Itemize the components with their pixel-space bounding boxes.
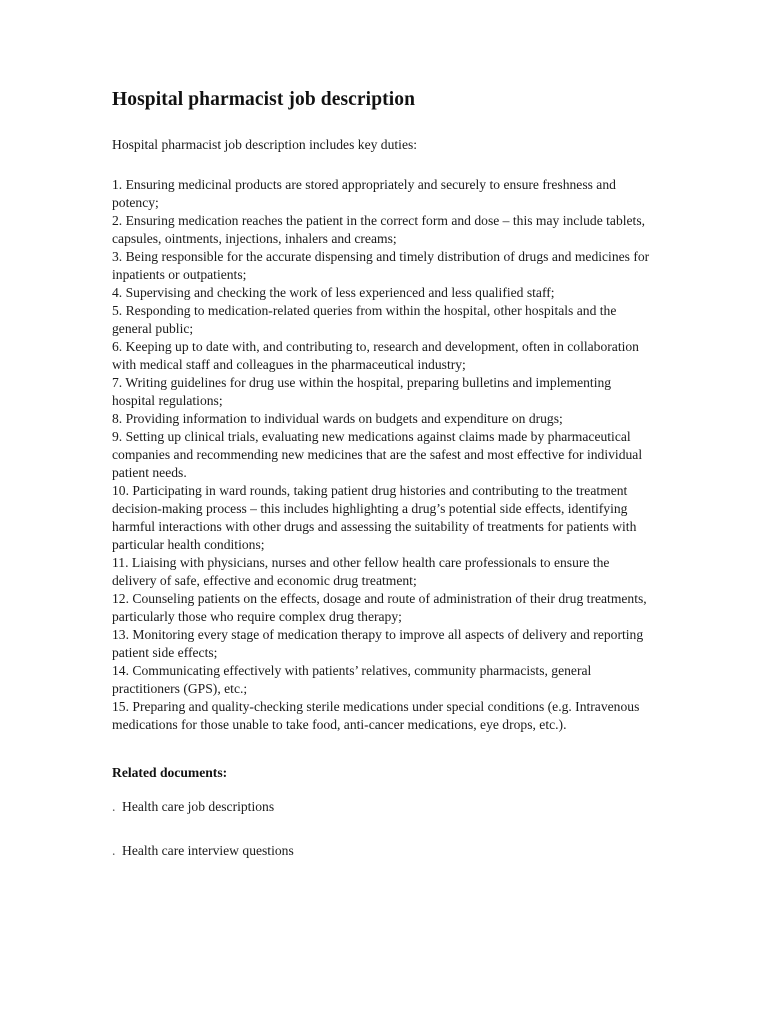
list-item: 15. Preparing and quality-checking sterile medications under special conditions (e.g. Intravenous medications for those unable to take food, anti-cancer medications, eye drops, etc.). [112, 699, 640, 732]
page-title: Hospital pharmacist job description [112, 89, 416, 110]
duties-list [112, 176, 656, 734]
bullet-marker: . [112, 799, 116, 814]
related-documents-list [112, 798, 656, 860]
list-item: 10. Participating in ward rounds, taking patient drug histories and contributing to the treatment decision-making process – this includes highlighting a drug’s potential side effects, identifying harmful interactions with other drugs and assessing the suitability of treatments for patients with particular health conditions; [112, 483, 637, 552]
list-item: 1. Ensuring medicinal products are stored appropriately and securely to ensure freshness and potency; [112, 177, 616, 210]
related-document-link[interactable]: Health care interview questions [122, 843, 294, 858]
list-item: 7. Writing guidelines for drug use within the hospital, preparing bulletins and implementing hospital regulations; [112, 375, 612, 408]
list-item: 14. Communicating effectively with patients’ relatives, community pharmacists, general practitioners (GPS), etc.; [112, 663, 592, 696]
list-item: 9. Setting up clinical trials, evaluating new medications against claims made by pharmaceutical companies and recommending new medicines that are the safest and most effective for individual patient needs. [112, 429, 643, 480]
list-item: 5. Responding to medication-related queries from within the hospital, other hospitals and the general public; [112, 303, 617, 336]
list-item: 3. Being responsible for the accurate dispensing and timely distribution of drugs and medicines for inpatients or outpatients; [112, 249, 650, 282]
list-item: 13. Monitoring every stage of medication therapy to improve all aspects of delivery and reporting patient side effects; [112, 627, 644, 660]
list-item: 2. Ensuring medication reaches the patient in the correct form and dose – this may include tablets, capsules, ointments, injections, inhalers and creams; [112, 213, 646, 246]
list-item: 4. Supervising and checking the work of less experienced and less qualified staff; [112, 285, 555, 300]
list-item[interactable] [112, 842, 656, 860]
intro-paragraph: Hospital pharmacist job description includes key duties: [112, 137, 418, 152]
list-item: 6. Keeping up to date with, and contributing to, research and development, often in collaboration with medical staff and colleagues in the pharmaceutical industry; [112, 339, 639, 372]
list-item[interactable] [112, 798, 656, 816]
list-item: 11. Liaising with physicians, nurses and other fellow health care professionals to ensure the delivery of safe, effective and economic drug treatment; [112, 555, 610, 588]
related-documents-heading: Related documents: [112, 765, 228, 780]
related-document-link[interactable]: Health care job descriptions [122, 799, 275, 814]
bullet-marker: . [112, 843, 116, 858]
list-item: 12. Counseling patients on the effects, dosage and route of administration of their drug treatments, particularly those who require complex drug therapy; [112, 591, 647, 624]
list-item: 8. Providing information to individual wards on budgets and expenditure on drugs; [112, 411, 563, 426]
